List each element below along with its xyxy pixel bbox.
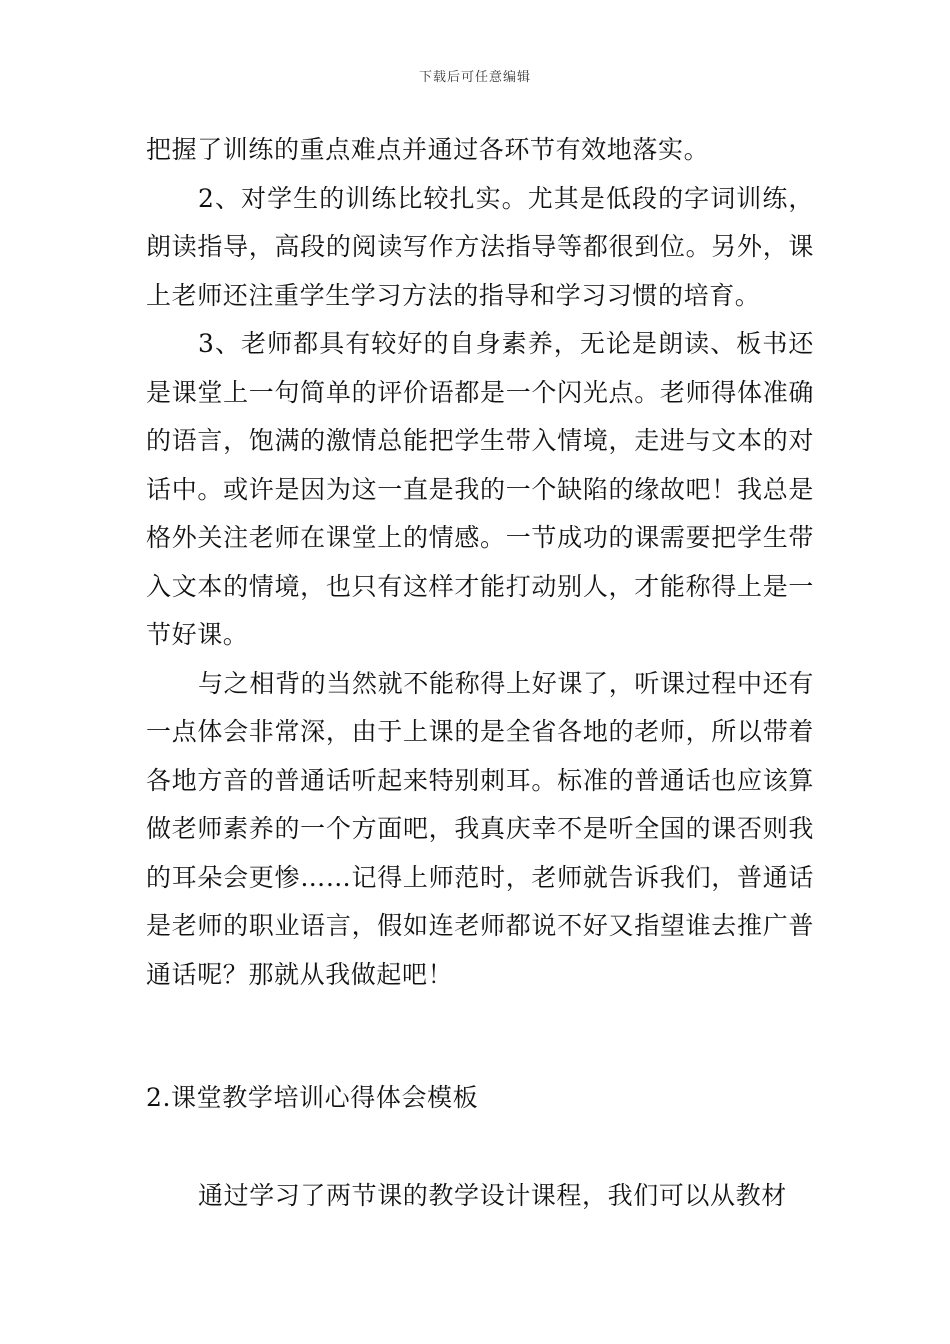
paragraph-point-3: 3、老师都具有较好的自身素养，无论是朗读、板书还是课堂上一句简单的评价语都是一个闪光点。老师得体准确的语言，饱满的激情总能把学生带入情境，走进与文本的对话中。或许是因为这一直是我的一个缺陷的缘故吧！我总是格外关注老师在课堂上的情感。一节成功的课需要把学生带入文本的情境，也只有这样才能打动别人，才能称得上是一节好课。 xyxy=(146,329,814,649)
section-title: 2.课堂教学培训心得体会模板 xyxy=(146,1083,479,1112)
body-text xyxy=(146,126,814,999)
paragraph-contrast: 与之相背的当然就不能称得上好课了，听课过程中还有一点体会非常深，由于上课的是全省各地的老师，所以带着各地方音的普通话听起来特别刺耳。标准的普通话也应该算做老师素养的一个方面吧，我真庆幸不是听全国的课否则我的耳朵会更惨……记得上师范时，老师就告诉我们，普通话是老师的职业语言，假如连老师都说不好又指望谁去推广普通话呢？那就从我做起吧！ xyxy=(146,668,814,989)
paragraph-continuation: 把握了训练的重点难点并通过各环节有效地落实。 xyxy=(146,135,710,164)
section-first-line: 通过学习了两节课的教学设计课程，我们可以从教材 xyxy=(198,1181,787,1210)
paragraph-point-2: 2、对学生的训练比较扎实。尤其是低段的字词训练，朗读指导，高段的阅读写作方法指导等都很到位。另外，课上老师还注重学生学习方法的指导和学习习惯的培育。 xyxy=(146,183,814,310)
header-note: 下载后可任意编辑 xyxy=(418,70,531,85)
